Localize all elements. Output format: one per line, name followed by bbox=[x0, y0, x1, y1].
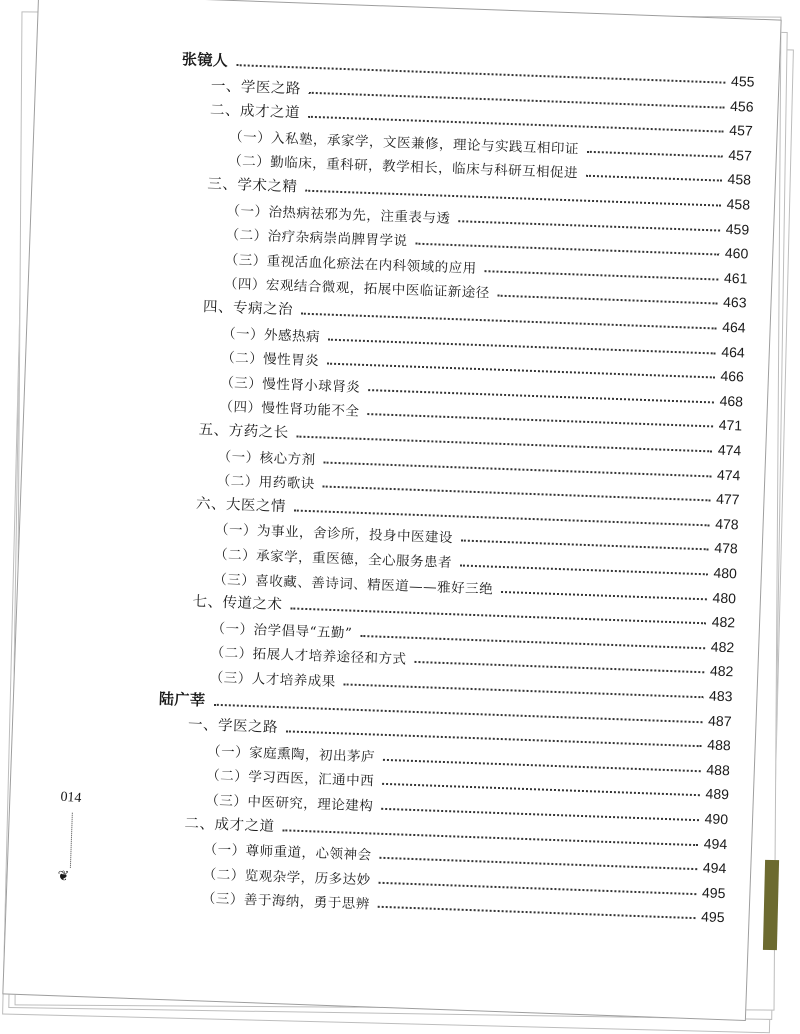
toc-entry-title: （一）家庭熏陶，初出茅庐 bbox=[206, 743, 376, 766]
toc-entry-title: 五、方药之长 bbox=[198, 422, 289, 442]
toc-entry-title: （二）览观杂学，历多达妙 bbox=[202, 866, 371, 889]
toc-entry-page: 487 bbox=[707, 712, 732, 729]
toc-entry-page: 490 bbox=[704, 810, 729, 828]
page-folio bbox=[57, 789, 101, 885]
toc-entry-title: （一）治学倡导“五勤” bbox=[211, 620, 353, 642]
toc-entry-page: 482 bbox=[711, 613, 736, 631]
toc-entry-title: （一）外感热病 bbox=[221, 325, 321, 345]
toc-entry-title: 三、学术之精 bbox=[207, 176, 298, 196]
dot-leader bbox=[458, 220, 720, 231]
toc-entry-title: （一）入私塾，承家学，文医兼修，理论与实践互相印证 bbox=[228, 128, 580, 158]
toc-entry-title: 七、传道之术 bbox=[192, 594, 283, 614]
toc-entry-title: （三）人才培养成果 bbox=[209, 669, 336, 691]
toc-entry-page: 458 bbox=[726, 195, 751, 213]
toc-entry-title: （一）尊师重道，心领神会 bbox=[203, 841, 372, 864]
dot-leader bbox=[460, 564, 708, 575]
toc-entry-page: 478 bbox=[714, 515, 739, 533]
toc-entry-page: 455 bbox=[730, 72, 755, 90]
toc-entry-page: 463 bbox=[722, 294, 747, 311]
table-of-contents bbox=[3, 0, 780, 1020]
toc-entry-title: （二）勤临床，重科研，教学相长，临床与科研互相促进 bbox=[227, 153, 579, 182]
toc-entry-page: 494 bbox=[703, 834, 728, 852]
toc-entry-title: （二）治疗杂病崇尚脾胃学说 bbox=[225, 227, 408, 250]
toc-entry-title: （三）重视活血化瘀法在内科领域的应用 bbox=[224, 251, 477, 277]
toc-entry-page: 457 bbox=[728, 146, 753, 164]
toc-entry-page: 482 bbox=[710, 638, 735, 656]
toc-entry-title: 六、大医之情 bbox=[195, 495, 287, 515]
toc-entry-title: 二、成才之道 bbox=[184, 815, 275, 835]
dot-leader bbox=[498, 295, 718, 305]
toc-entry-page: 482 bbox=[709, 662, 734, 680]
toc-entry-page: 461 bbox=[723, 269, 748, 287]
toc-entry-title: （二）拓展人才培养途径和方式 bbox=[210, 645, 407, 669]
toc-entry-title: （三）喜收藏、善诗词、精医道——雅好三绝 bbox=[213, 571, 494, 598]
toc-entry-page: 468 bbox=[719, 392, 744, 410]
page-number: 014 bbox=[59, 789, 82, 807]
dot-leader bbox=[587, 151, 723, 158]
toc-entry-page: 488 bbox=[707, 736, 731, 754]
toc-entry-title: 一、学医之路 bbox=[210, 77, 302, 98]
toc-entry-title: 二、成才之道 bbox=[209, 102, 301, 122]
toc-entry-page: 458 bbox=[727, 171, 752, 189]
dot-leader bbox=[586, 175, 722, 182]
toc-entry-page: 459 bbox=[725, 220, 750, 238]
toc-entry-page: 460 bbox=[724, 244, 749, 262]
dot-leader bbox=[501, 591, 707, 600]
dot-leader bbox=[461, 540, 709, 551]
toc-entry-page: 489 bbox=[705, 785, 730, 803]
toc-entry-page: 480 bbox=[713, 564, 738, 582]
toc-entry-page: 480 bbox=[712, 589, 737, 606]
flourish-icon: ❦ bbox=[57, 868, 70, 885]
toc-entry-title: （二）慢性胃炎 bbox=[220, 349, 320, 370]
toc-entry-title: 四、专病之治 bbox=[202, 299, 294, 319]
toc-entry-title: 陆广莘 bbox=[158, 689, 206, 710]
toc-entry-title: （四）慢性肾功能不全 bbox=[219, 399, 360, 421]
toc-entry-title: （四）宏观结合微观，拓展中医临证新途径 bbox=[223, 276, 490, 302]
cover-edge bbox=[763, 860, 779, 950]
toc-entry-page: 457 bbox=[729, 122, 753, 139]
dot-leader bbox=[484, 270, 718, 280]
toc-entry-title: （三）慢性肾小球肾炎 bbox=[220, 374, 361, 396]
toc-entry-page: 495 bbox=[700, 908, 725, 926]
toc-entry-title: （一）为事业，舍诊所，投身中医建设 bbox=[214, 522, 454, 547]
toc-entry-page: 488 bbox=[706, 761, 731, 779]
toc-entry-title: （一）核心方剂 bbox=[217, 448, 316, 468]
toc-entry-title: （三）中医研究，理论建构 bbox=[205, 792, 374, 815]
toc-entry-page: 483 bbox=[708, 687, 733, 705]
toc-entry-page: 474 bbox=[717, 441, 742, 459]
toc-entry-title: （二）用药歌诀 bbox=[216, 472, 316, 493]
toc-entry-page: 495 bbox=[701, 884, 726, 901]
toc-entry-page: 464 bbox=[722, 318, 746, 336]
toc-entry-page: 478 bbox=[714, 539, 739, 557]
toc-entry-title: （二）学习西医，汇通中西 bbox=[205, 767, 375, 790]
toc-entry-page: 466 bbox=[720, 367, 745, 385]
toc-entry-page: 474 bbox=[716, 466, 741, 484]
toc-entry-page: 471 bbox=[718, 417, 743, 434]
dot-leader bbox=[378, 906, 696, 919]
toc-entry-title: （一）治热病祛邪为先，注重表与透 bbox=[226, 202, 451, 227]
toc-page bbox=[2, 0, 781, 1021]
toc-entry-title: （三）善于海纳，勇于思辨 bbox=[201, 890, 371, 913]
toc-entry-page: 456 bbox=[729, 97, 754, 115]
toc-entry-title: 张镜人 bbox=[181, 50, 229, 70]
toc-entry-page: 464 bbox=[721, 343, 746, 361]
toc-entry-page: 477 bbox=[715, 490, 740, 508]
toc-entry-page: 494 bbox=[702, 859, 727, 877]
toc-entry-title: （二）承家学，重医德，全心服务患者 bbox=[213, 546, 453, 572]
toc-entry-title: 一、学医之路 bbox=[187, 717, 279, 737]
